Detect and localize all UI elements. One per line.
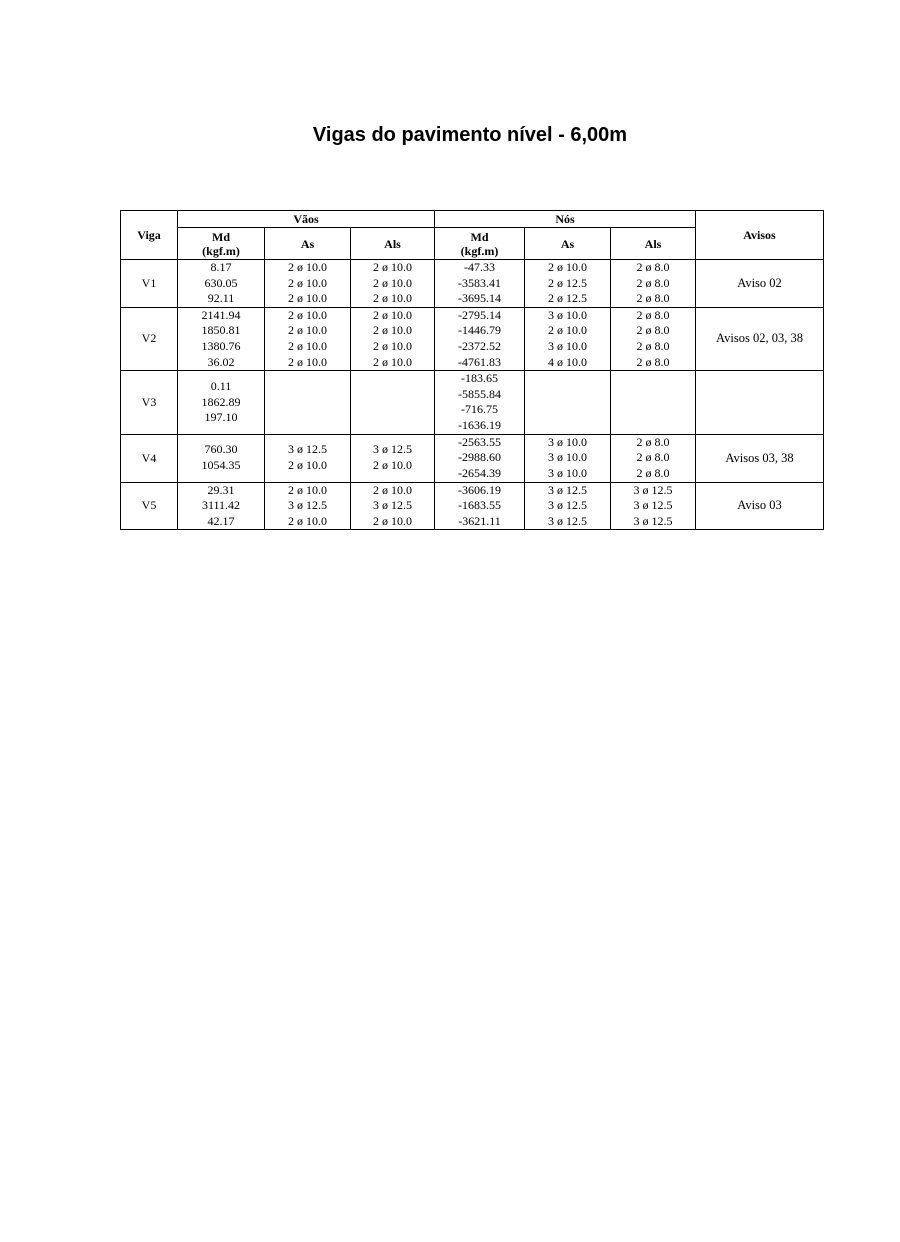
cell-line: -47.33 — [464, 260, 495, 274]
header-md-unit: (kgf.m) — [202, 243, 240, 258]
header-avisos: Avisos — [696, 211, 824, 260]
cell-line: 2 ø 10.0 — [548, 260, 587, 274]
nos-als-cell — [611, 434, 696, 482]
cell-line: 2141.94 — [201, 307, 241, 322]
cell-line: 2 ø 10.0 — [373, 513, 412, 528]
vaos-md-cell — [178, 307, 265, 370]
nos-als-cell — [611, 371, 696, 434]
cell-line: 1054.35 — [201, 458, 241, 473]
cell-line: 0.11 — [210, 378, 232, 393]
vaos-as-cell — [265, 371, 351, 434]
cell-line: 3 ø 12.5 — [633, 498, 673, 513]
vaos-md-cell — [178, 260, 265, 308]
cell-line: 2 ø 8.0 — [636, 354, 670, 369]
cell-line: 2 ø 10.0 — [548, 323, 587, 338]
cell-line: 3 ø 12.5 — [288, 498, 327, 513]
cell-line: -716.75 — [461, 402, 498, 417]
avisos-cell — [696, 371, 824, 434]
table-row — [121, 482, 824, 530]
cell-line: 4 ø 10.0 — [548, 354, 587, 369]
cell-line: -2795.14 — [458, 307, 501, 322]
cell-line: 2 ø 10.0 — [373, 307, 412, 322]
header-nos-as: As — [525, 228, 611, 260]
table-row — [121, 260, 824, 308]
avisos-cell: Avisos 03, 38 — [696, 434, 824, 482]
vaos-als-cell — [351, 371, 435, 434]
cell-line: -183.65 — [461, 371, 498, 386]
cell-line: 2 ø 10.0 — [373, 458, 412, 473]
cell-line: 36.02 — [207, 354, 235, 369]
nos-md-cell — [435, 307, 525, 370]
cell-line: 2 ø 8.0 — [636, 465, 670, 480]
nos-md-cell — [435, 371, 525, 434]
cell-line: 2 ø 10.0 — [373, 323, 412, 338]
nos-md-cell — [435, 482, 525, 530]
header-nos-md — [435, 228, 525, 260]
avisos-cell: Aviso 02 — [696, 260, 824, 308]
cell-line: 3 ø 12.5 — [373, 498, 412, 513]
cell-line: 2 ø 10.0 — [373, 482, 412, 497]
nos-md-cell — [435, 434, 525, 482]
cell-line: 2 ø 10.0 — [288, 307, 327, 322]
cell-line: 2 ø 10.0 — [288, 275, 327, 290]
cell-line: 2 ø 10.0 — [288, 513, 327, 528]
vaos-as-cell — [265, 482, 351, 530]
vaos-as-cell — [265, 307, 351, 370]
cell-line: 2 ø 8.0 — [636, 275, 670, 290]
cell-line: 2 ø 10.0 — [373, 275, 412, 290]
cell-line: -3606.19 — [458, 482, 501, 497]
cell-line: 3 ø 12.5 — [548, 498, 587, 513]
cell-line: 2 ø 10.0 — [288, 482, 327, 497]
viga-cell: V2 — [121, 307, 178, 370]
cell-line: 3 ø 10.0 — [548, 434, 587, 449]
avisos-cell: Avisos 02, 03, 38 — [696, 307, 824, 370]
cell-line: 2 ø 8.0 — [636, 323, 670, 338]
cell-line: 92.11 — [207, 291, 235, 306]
cell-line: 2 ø 8.0 — [636, 434, 670, 449]
table-row — [121, 434, 824, 482]
header-nos: Nós — [435, 211, 696, 228]
cell-line: 2 ø 10.0 — [288, 291, 327, 306]
cell-line: 3 ø 12.5 — [633, 513, 673, 528]
cell-line: 2 ø 10.0 — [288, 354, 327, 369]
nos-as-cell — [525, 307, 611, 370]
viga-cell: V3 — [121, 371, 178, 434]
header-md-label: Md — [470, 229, 489, 244]
header-vaos: Vãos — [178, 211, 435, 228]
header-vaos-md — [178, 228, 265, 260]
header-vaos-als: Als — [351, 228, 435, 260]
vaos-md-cell — [178, 434, 265, 482]
cell-line: 2 ø 8.0 — [636, 291, 670, 306]
cell-line: 2 ø 10.0 — [373, 260, 412, 274]
cell-line: -3583.41 — [458, 275, 501, 290]
cell-line: 8.17 — [210, 260, 232, 274]
table-row — [121, 371, 824, 434]
vaos-as-cell — [265, 434, 351, 482]
cell-line: 1850.81 — [201, 323, 241, 338]
vaos-als-cell — [351, 482, 435, 530]
cell-line: 3 ø 10.0 — [548, 465, 587, 480]
cell-line: 3 ø 12.5 — [548, 482, 587, 497]
cell-line: 1380.76 — [201, 338, 241, 353]
nos-als-cell — [611, 482, 696, 530]
viga-cell: V1 — [121, 260, 178, 308]
nos-as-cell — [525, 260, 611, 308]
cell-line: 2 ø 12.5 — [548, 275, 587, 290]
cell-line: 2 ø 12.5 — [548, 291, 587, 306]
cell-line: 2 ø 10.0 — [288, 260, 327, 274]
header-md-unit: (kgf.m) — [460, 243, 499, 258]
viga-cell: V4 — [121, 434, 178, 482]
nos-als-cell — [611, 260, 696, 308]
cell-line: 2 ø 10.0 — [288, 323, 327, 338]
cell-line: 2 ø 10.0 — [373, 338, 412, 353]
nos-as-cell — [525, 371, 611, 434]
cell-line: -3695.14 — [458, 291, 501, 306]
beams-table — [120, 210, 824, 530]
cell-line: 3 ø 12.5 — [548, 513, 587, 528]
vaos-as-cell — [265, 260, 351, 308]
nos-as-cell — [525, 434, 611, 482]
cell-line: 2 ø 8.0 — [636, 260, 670, 274]
header-md-label: Md — [212, 229, 230, 244]
vaos-als-cell — [351, 307, 435, 370]
cell-line: 197.10 — [204, 410, 238, 425]
cell-line: -1636.19 — [458, 417, 501, 432]
cell-line: -1446.79 — [458, 323, 501, 338]
avisos-cell: Aviso 03 — [696, 482, 824, 530]
header-nos-als: Als — [611, 228, 696, 260]
header-row-groups — [121, 211, 824, 228]
cell-line: 3 ø 12.5 — [288, 442, 327, 457]
nos-als-cell — [611, 307, 696, 370]
cell-line: 3111.42 — [201, 498, 241, 513]
cell-line: 29.31 — [207, 482, 235, 497]
cell-line: 2 ø 8.0 — [636, 338, 670, 353]
nos-md-cell — [435, 260, 525, 308]
cell-line: -2988.60 — [458, 450, 501, 465]
cell-line: 2 ø 10.0 — [288, 338, 327, 353]
cell-line: -2372.52 — [458, 338, 501, 353]
cell-line: 2 ø 8.0 — [636, 307, 670, 322]
cell-line: 42.17 — [207, 513, 235, 528]
cell-line: 3 ø 10.0 — [548, 338, 587, 353]
cell-line: -2563.55 — [458, 434, 501, 449]
cell-line: 2 ø 10.0 — [373, 354, 412, 369]
viga-cell: V5 — [121, 482, 178, 530]
nos-as-cell — [525, 482, 611, 530]
page-title: Vigas do pavimento nível - 6,00m — [312, 124, 628, 146]
cell-line: -2654.39 — [458, 465, 501, 480]
vaos-md-cell — [178, 371, 265, 434]
vaos-md-cell — [178, 482, 265, 530]
beams-table-body — [121, 260, 824, 530]
header-vaos-as: As — [265, 228, 351, 260]
cell-line: 2 ø 8.0 — [636, 450, 670, 465]
cell-line: 2 ø 10.0 — [288, 458, 327, 473]
table-row — [121, 307, 824, 370]
vaos-als-cell — [351, 260, 435, 308]
cell-line: 630.05 — [204, 275, 238, 290]
cell-line: 3 ø 10.0 — [548, 450, 587, 465]
cell-line: 3 ø 12.5 — [633, 482, 673, 497]
vaos-als-cell — [351, 434, 435, 482]
cell-line: 3 ø 10.0 — [548, 307, 587, 322]
cell-line: 760.30 — [204, 442, 238, 457]
cell-line: 2 ø 10.0 — [373, 291, 412, 306]
header-viga: Viga — [121, 211, 178, 260]
cell-line: -4761.83 — [458, 354, 501, 369]
cell-line: -1683.55 — [458, 498, 501, 513]
cell-line: -3621.11 — [458, 513, 501, 528]
cell-line: 3 ø 12.5 — [373, 442, 412, 457]
cell-line: -5855.84 — [458, 386, 501, 401]
cell-line: 1862.89 — [201, 394, 241, 409]
